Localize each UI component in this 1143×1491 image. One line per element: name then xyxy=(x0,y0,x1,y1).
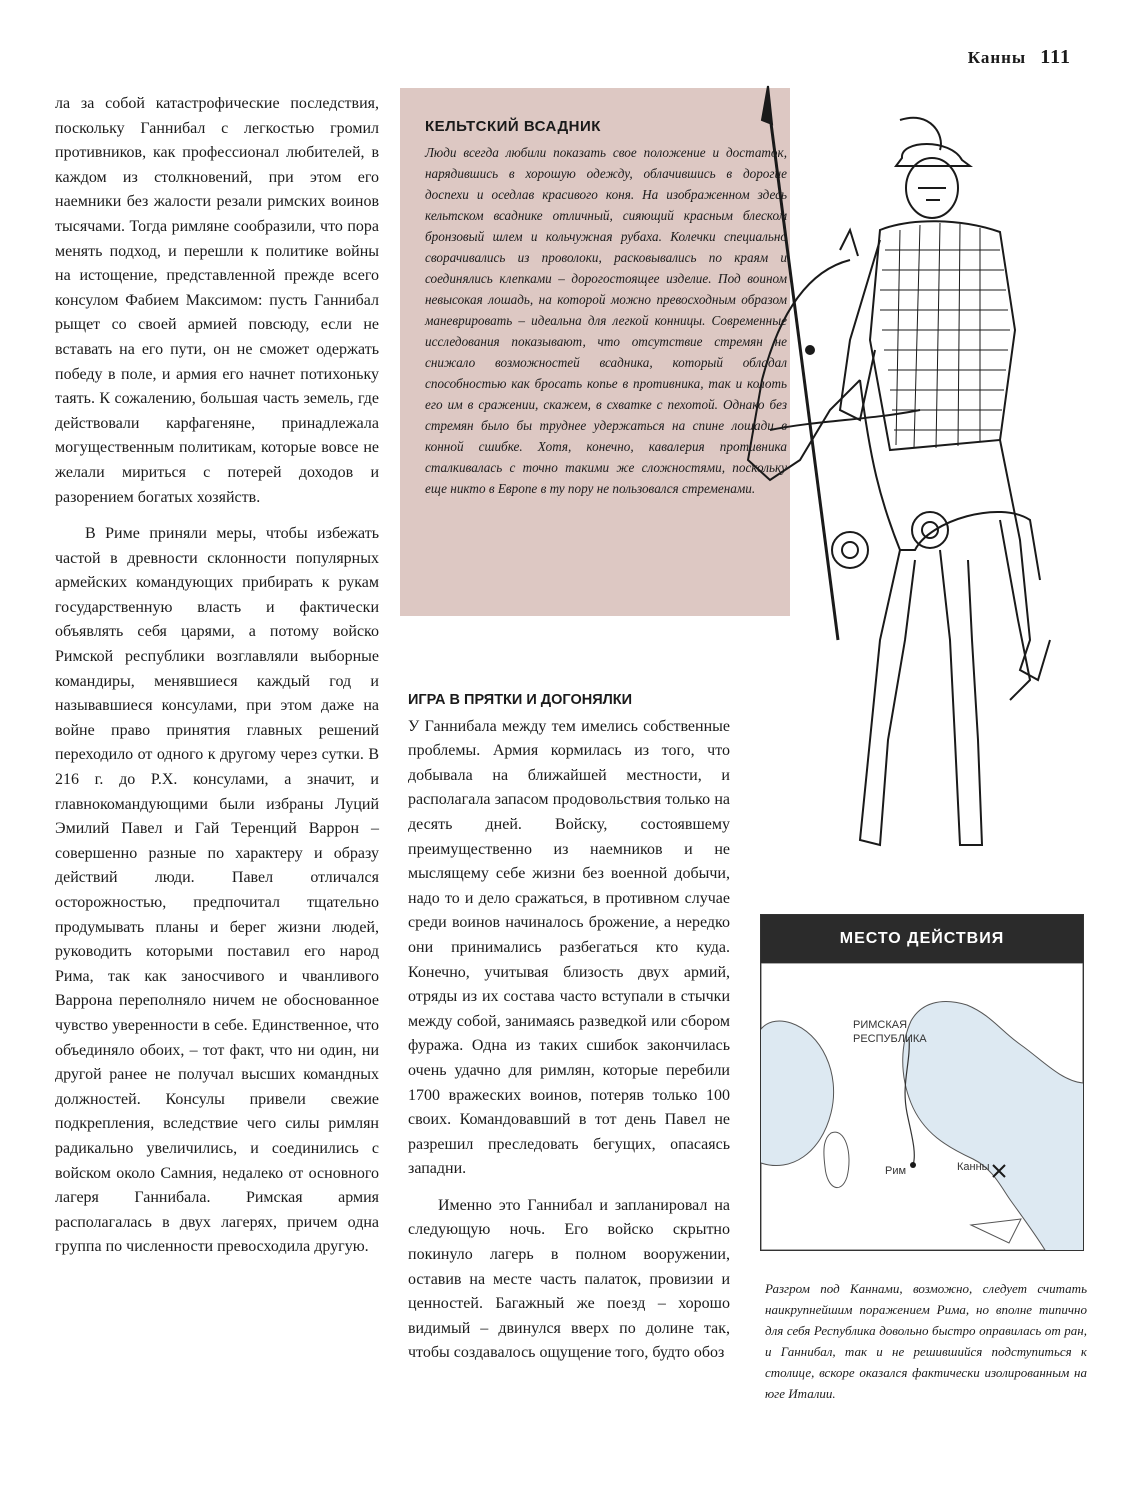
region-label: РИМСКАЯ xyxy=(853,1019,908,1031)
paragraph: В Риме приняли меры, чтобы избежать частой в древности склонности популярных армейских командующих прибирать к рукам государственную власть и фактически объявлять себя царями, а потому войско Римской республики возглавляли выборные командиры, менявшиеся каждый год и называвшиеся консулами, при этом даже на войне право принятия главных решений переходило от одного к другому через сутки. В 216 г. до Р.Х. консулами, а значит, и главнокомандующими были избраны Луций Эмилий Павел и Гай Теренций Варрон – совершенно разные по характеру и образу действий люди. Павел отличался осторожностью, предпочитал тщательно продумывать планы и берег жизни людей, руководить которыми поставил его народ Рима, так как заносчивого и чванливого Варрона переполняло ничем не обоснованное чувство уверенности в себе. Единственное, что объединяло обоих, – тот факт, что ни один, ни другой ранее не получал высших командных должностей. Консулы привели свежие подкрепления, вследствие чего силы римлян радикально увеличились, и соединились с войском около Самния, недалеко от основного лагеря Ганнибала. Римская армия располагалась в двух лагерях, причем одна группа по численности превосходила другую. xyxy=(55,525,379,1256)
sidebar-title: КЕЛЬТСКИЙ ВСАДНИК xyxy=(425,118,601,135)
city-label-cannae: Канны xyxy=(957,1161,990,1173)
page-number: 111 xyxy=(1040,46,1071,68)
chapter-title: Канны xyxy=(967,48,1027,67)
paragraph: ла за собой катастрофические последствия, поскольку Ганнибал с легкостью громил противников, как профессионал любителей, в каждом из столкновений, при этом его наемники без жалости резали римских воинов тысячами. Тогда римляне сообразили, что пора менять подход, и перешли к политике войны на истощение, представленной прежде всего консулом Фабием Максимом: пусть Ганнибал рыщет со своей армией повсюду, если не вставать на его пути, он не сможет одержать победу в поле, и армия его начнет потихоньку таять. К сожалению, большая часть земель, где действовали карфагеняне, принадлежала могущественным политикам, которые вовсе не желали мириться с потерей доходов и разорением богатых хозяйств. xyxy=(55,95,379,506)
sidebar-text: Люди всегда любили показать свое положение и достаток, нарядившись в хорошую одежду, облачившись в дорогие доспехи и оседлав красивого коня. На изображенном здесь кельтском всаднике отличный, сияющий красным блеском бронзовый шлем и кольчужная рубаха. Колечки специально сворачивались из проволоки, расковывались по краям и соединялись клепками – дорогостоящее изделие. Под воином невысокая лошадь, на которой можно превосходным образом маневрировать – идеальна для легкой конницы. Современные исследования показывают, что отсутствие стремян не снижало возможностей всадника, который обладал способностью как бросать копье в противника, так и колоть его им в сражении, скажем, в схватке с пехотой. Однако без стремян было бы труднее удержаться на спине лошади в конной сшибке. Хотя, конечно, кавалерия противника сталкивалась с точно такими же сложностями, поскольку еще никто в Европе в ту пору не пользовался стременами. xyxy=(425,145,787,496)
middle-column xyxy=(408,688,730,1366)
paragraph: Именно это Ганнибал и запланировал на следующую ночь. Его войско скрытно покинуло лагерь в полном вооружении, оставив на месте часть палаток, провизии и ценностей. Багажный же поезд – хорошо видимый – двинулся вверх по долине так, чтобы создавалось ощущение того, будто обоз xyxy=(408,1196,730,1362)
left-column xyxy=(55,92,379,1260)
map-caption: Разгром под Каннами, возможно, следует считать наикрупнейшим поражением Рима, но вполне типично для себя Республика довольно быстро оправилась от ран, и Ганнибал, так и не решившийся подступиться к столице, вскоре оказался фактически изолированным на юге Италии. xyxy=(765,1281,1087,1401)
map-title: МЕСТО ДЕЙСТВИЯ xyxy=(761,915,1083,963)
rome-marker xyxy=(910,1162,916,1168)
region-label: РЕСПУБЛИКА xyxy=(853,1033,927,1045)
italy-map xyxy=(761,963,1083,1250)
celtic-horseman-illustration xyxy=(700,80,1100,880)
running-head xyxy=(968,46,1071,69)
city-label-rome: Рим xyxy=(885,1165,907,1177)
paragraph: У Ганнибала между тем имелись собственные проблемы. Армия кормилась из того, что добывала на ближайшей местности, и располагала запасом продовольствия только на десять дней. Войску, состоявшему преимущественно из наемников и не мыслящему себе жизни без военной добычи, надо то и дело сражаться, в противном случае среди воинов начиналось брожение, а нередко они принимались разбегаться кто куда. Конечно, учитывая близость двух армий, отряды из их состава часто вступали в стычки между собой, занимаясь разведкой или сбором фуража. Одна из таких сшибок закончилась очень удачно для римлян, которые перебили 1700 вражеских воинов, потеряв только 100 своих. Командовавший в тот день Павел не разрешил преследовать бегущих, опасаясь западни. xyxy=(408,717,730,1178)
section-heading: ИГРА В ПРЯТКИ И ДОГОНЯЛКИ xyxy=(408,692,633,708)
sardinia-island xyxy=(824,1132,849,1187)
location-map xyxy=(760,914,1084,1251)
